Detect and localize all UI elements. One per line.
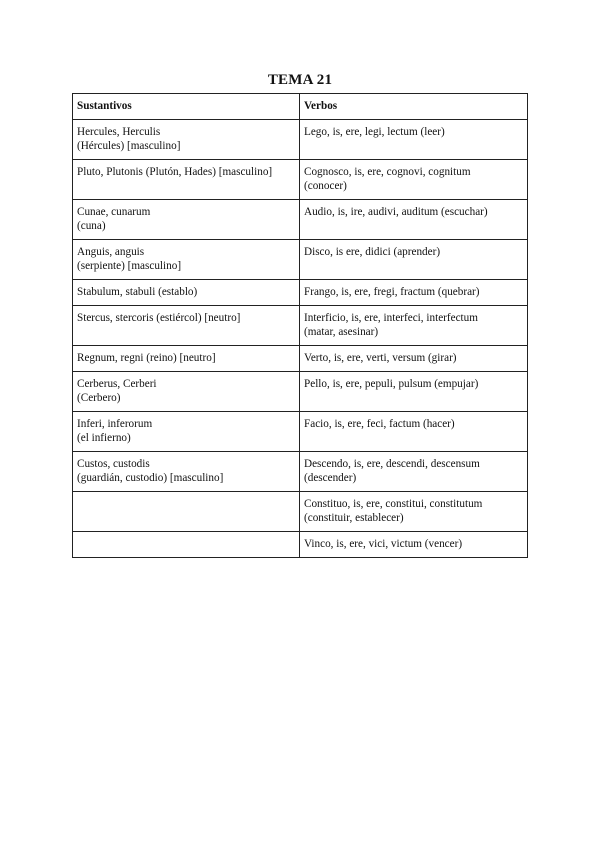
verb-cell-line: Audio, is, ire, audivi, auditum (escuchar) [304,206,488,218]
noun-cell [73,240,300,280]
noun-cell [73,372,300,412]
noun-cell-line: (serpiente) [masculino] [77,260,182,273]
noun-cell [73,452,300,492]
verb-cell-line: Constituo, is, ere, constitui, constitutum [304,498,483,510]
table-body [73,120,528,558]
table-header-row [73,94,528,120]
noun-cell-line: Stercus, stercoris (estiércol) [neutro] [77,312,241,324]
noun-cell [73,160,300,200]
noun-cell [73,532,300,558]
verb-cell [300,240,528,280]
table-row [73,120,528,160]
noun-cell-line: Regnum, regni (reino) [neutro] [77,352,216,364]
noun-cell-line: Stabulum, stabuli (establo) [77,286,198,298]
noun-cell [73,346,300,372]
noun-cell-line: Hercules, Herculis [77,126,161,138]
verb-cell [300,492,528,532]
verb-cell-line: Verto, is, ere, verti, versum (girar) [304,352,457,364]
table-row [73,200,528,240]
verb-cell-line: Frango, is, ere, fregi, fractum (quebrar) [304,286,480,298]
verb-cell-line: Lego, is, ere, legi, lectum (leer) [304,126,445,138]
verb-cell [300,412,528,452]
verb-cell [300,372,528,412]
noun-cell-line: Cunae, cunarum [77,206,151,218]
verb-cell [300,200,528,240]
table-row [73,532,528,558]
noun-cell-line: (cuna) [77,220,106,233]
verb-cell [300,532,528,558]
table-row [73,160,528,200]
table-row [73,372,528,412]
verb-cell-line: Interficio, is, ere, interfeci, interfectum [304,312,478,324]
verb-cell [300,306,528,346]
noun-cell [73,120,300,160]
page-title: TEMA 21 [267,72,333,88]
noun-cell-line: Pluto, Plutonis (Plutón, Hades) [masculino] [77,166,273,178]
table-row [73,280,528,306]
table-row [73,412,528,452]
verb-cell [300,160,528,200]
noun-cell-line: (Hércules) [masculino] [77,140,181,153]
verb-cell-line: Facio, is, ere, feci, factum (hacer) [304,418,455,430]
noun-cell [73,200,300,240]
noun-cell-line: Custos, custodis [77,458,150,470]
verb-cell-line: Disco, is ere, didici (aprender) [304,246,441,258]
verb-cell [300,280,528,306]
noun-cell-line: Cerberus, Cerberi [77,378,157,390]
table-row [73,492,528,532]
noun-cell-line: (guardián, custodio) [masculino] [77,472,224,485]
table-row [73,452,528,492]
verb-cell-line: (constituir, establecer) [304,512,404,525]
verb-cell-line: Pello, is, ere, pepuli, pulsum (empujar) [304,378,479,390]
verb-cell-line: Cognosco, is, ere, cognovi, cognitum [304,166,471,178]
table-row [73,346,528,372]
header-sustantivos: Sustantivos [73,94,300,120]
noun-cell [73,280,300,306]
noun-cell-line: Inferi, inferorum [77,418,153,430]
verb-cell [300,346,528,372]
header-verbos: Verbos [300,94,528,120]
verb-cell-line: Descendo, is, ere, descendi, descensum [304,458,480,470]
noun-cell-line: Anguis, anguis [77,246,145,258]
verb-cell-line: (descender) [304,472,357,485]
verb-cell [300,120,528,160]
table-row [73,240,528,280]
noun-cell [73,412,300,452]
noun-cell [73,492,300,532]
table-row [73,306,528,346]
verb-cell-line: (conocer) [304,180,347,193]
vocabulary-table [72,93,528,558]
noun-cell [73,306,300,346]
noun-cell-line: (el infierno) [77,432,131,445]
verb-cell-line: Vinco, is, ere, vici, victum (vencer) [304,538,463,550]
verb-cell-line: (matar, asesinar) [304,326,379,339]
verb-cell [300,452,528,492]
noun-cell-line: (Cerbero) [77,392,121,405]
